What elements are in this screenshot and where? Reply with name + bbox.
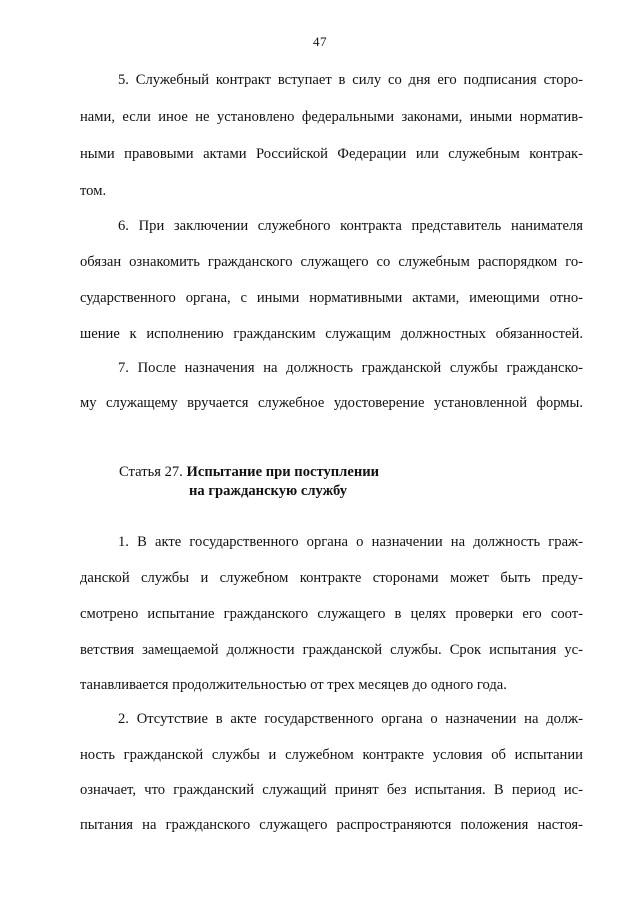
article-heading-line-2 [189,481,347,501]
article-prefix: Статья 27. [119,464,183,480]
article-paragraph-1-line-1: 1. В акте государственного органа о назначении на должность граж- [118,534,583,550]
paragraph-5-line-3: ными правовыми актами Российской Федерации или служебным контрак- [80,146,583,162]
paragraph-6-line-3: сударственного органа, с иными нормативными актами, имеющими отно- [80,290,583,306]
article-paragraph-1-line-5: танавливается продолжительностью от трех месяцев до одного года. [80,677,507,693]
article-paragraph-1-line-2: данской службы и служебном контракте сторонами может быть преду- [80,570,583,586]
paragraph-6-line-4: шение к исполнению гражданским служащим должностных обязанностей. [80,326,583,342]
article-paragraph-2-line-4: пытания на гражданского служащего распространяются положения настоя- [80,817,583,833]
article-title-line-1: Испытание при поступлении [186,464,380,480]
paragraph-5-line-4: том. [80,183,107,199]
paragraph-6-line-2: обязан ознакомить гражданского служащего со служебным распорядком го- [80,254,583,270]
article-paragraph-2-line-3: означает, что гражданский служащий принят без испытания. В период ис- [80,782,583,798]
article-title-line-2: на гражданскую службу [189,483,348,499]
article-paragraph-2-line-2: ность гражданской службы и служебном контракте условия об испытании [80,747,583,763]
paragraph-5-line-2: нами, если иное не установлено федеральными законами, иными норматив- [80,109,583,125]
paragraph-6-line-1: 6. При заключении служебного контракта представитель нанимателя [118,218,583,234]
paragraph-7-line-1: 7. После назначения на должность гражданской службы гражданско- [118,360,583,376]
article-heading-line-1 [119,462,379,482]
article-paragraph-1-line-3: смотрено испытание гражданского служащего в целях проверки его соот- [80,606,583,622]
paragraph-5-line-1: 5. Служебный контракт вступает в силу со дня его подписания сторо- [118,72,583,88]
page-number: 47 [313,34,327,49]
article-paragraph-1-line-4: ветствия замещаемой должности гражданской службы. Срок испытания ус- [80,642,583,658]
paragraph-7-line-2: му служащему вручается служебное удостоверение установленной формы. [80,395,583,411]
article-paragraph-2-line-1: 2. Отсутствие в акте государственного органа о назначении на долж- [118,711,583,727]
